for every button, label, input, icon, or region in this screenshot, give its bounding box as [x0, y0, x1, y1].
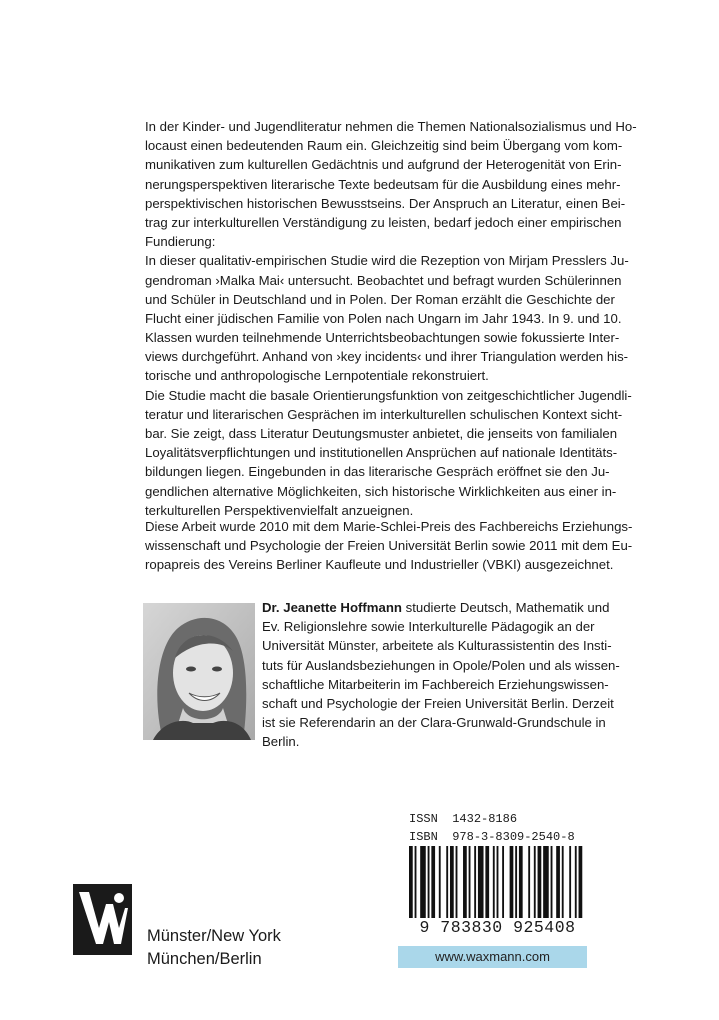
- abstract-line: views durchgeführt. Anhand von ›key incidents‹ und ihrer Triangulation werden his-: [145, 349, 629, 365]
- abstract-line: gendroman ›Malka Mai‹ untersucht. Beobachtet und befragt wurden Schülerinnen: [145, 272, 622, 288]
- abstract-line: trag zur interkulturellen Verständigung zu leisten, bedarf jedoch einer empirischen: [145, 214, 622, 230]
- award-line: Diese Arbeit wurde 2010 mit dem Marie-Schlei-Preis des Fachbereichs Erziehungs-: [145, 519, 633, 534]
- barcode-digits: 9 783830 925408: [409, 918, 586, 937]
- issn-row: [409, 810, 575, 828]
- abstract-line: Klassen wurden teilnehmende Unterrichtsbeobachtungen sowie fokussierte Inter-: [145, 330, 620, 346]
- award-line: ropapreis des Vereins Berliner Kaufleute und Industrieller (VBKI) ausgezeichnet.: [145, 557, 614, 573]
- author-bio-line: ist sie Referendarin an der Clara-Grunwald-Grundschule in: [262, 715, 606, 731]
- isbn-row: [409, 828, 575, 846]
- award-text: [145, 517, 633, 575]
- identifier-block: [409, 810, 575, 846]
- author-bio-line: schaft und Psychologie der Freien Universität Berlin. Derzeit: [262, 695, 614, 711]
- issn-value: 1432-8186: [452, 812, 518, 826]
- waxmann-logo-icon: [73, 884, 132, 955]
- abstract-line: bildungen liegen. Eingebunden in das literarische Gespräch eröffnet sie den Ju-: [145, 464, 610, 480]
- author-bio-line: [262, 598, 610, 617]
- abstract-line: teratur und literarischen Gesprächen im interkulturellen schulischen Kontext sicht-: [145, 406, 623, 422]
- publisher-cities: [147, 925, 281, 971]
- abstract-line: gendlichen alternative Möglichkeiten, sich historische Wirklichkeiten aus einer in-: [145, 483, 617, 499]
- author-name: Dr. Jeanette Hoffmann: [262, 600, 402, 615]
- abstract-line: und Schüler in Deutschland und in Polen. Der Roman erzählt die Geschichte der: [145, 291, 615, 307]
- abstract-line: torische und anthropologische Lernpotentiale rekonstruiert.: [145, 368, 489, 384]
- isbn-value: 978-3-8309-2540-8: [452, 830, 575, 844]
- abstract-line: munikativen zum kulturellen Gedächtnis und aufgrund der Heterogenität von Erin-: [145, 157, 622, 173]
- abstract-line: locaust einen bedeutenden Raum ein. Gleichzeitig sind beim Übergang vom kom-: [145, 138, 623, 154]
- author-portrait: [143, 603, 255, 740]
- abstract-line: terkulturellen Perspektivenvielfalt anzueignen.: [145, 502, 414, 518]
- isbn-label: ISBN: [409, 830, 438, 844]
- author-bio-line: Ev. Religionslehre sowie Interkulturelle Pädagogik an der: [262, 619, 595, 635]
- abstract-line: In dieser qualitativ-empirischen Studie wird die Rezeption von Mirjam Presslers Ju-: [145, 253, 629, 269]
- author-bio-line: Berlin.: [262, 734, 300, 750]
- issn-label: ISSN: [409, 812, 438, 826]
- publisher-cities-line1: Münster/New York: [147, 927, 281, 945]
- author-bio-line: tuts für Auslandsbeziehungen in Opole/Polen und als wissen-: [262, 657, 620, 673]
- author-bio-line: schaftliche Mitarbeiterin im Fachbereich Erziehungswissen-: [262, 676, 609, 692]
- author-bio-first-line: studierte Deutsch, Mathematik und: [401, 600, 610, 615]
- abstract-line: bar. Sie zeigt, dass Literatur Deutungsmuster anbietet, die jenseits von familialen: [145, 426, 618, 441]
- author-bio-line: Universität Münster, arbeitete als Kulturassistentin des Insti-: [262, 638, 612, 654]
- abstract-line: Flucht einer jüdischen Familie von Polen nach Ungarn im Jahr 1943. In 9. und 10.: [145, 310, 622, 326]
- abstract-line: perspektivischen historischen Bewusstseins. Der Anspruch an Literatur, einen Bei-: [145, 195, 626, 211]
- abstract-line: Loyalitätsverpflichtungen und institutionellen Ansprüchen auf nationale Identitäts-: [145, 445, 618, 461]
- author-bio: [262, 598, 620, 752]
- abstract-text: [145, 117, 637, 520]
- abstract-line: Fundierung:: [145, 234, 216, 250]
- abstract-line: In der Kinder- und Jugendliteratur nehmen die Themen Nationalsozialismus und Ho-: [145, 119, 637, 134]
- publisher-cities-line2: München/Berlin: [147, 950, 262, 968]
- abstract-line: Die Studie macht die basale Orientierungsfunktion von zeitgeschichtlicher Jugendli-: [145, 387, 632, 403]
- award-line: wissenschaft und Psychologie der Freien Universität Berlin sowie 2011 mit dem Eu-: [145, 538, 633, 554]
- abstract-line: nerungsperspektiven literarische Texte bedeutsam für die Ausbildung eines mehr-: [145, 176, 621, 192]
- publisher-url[interactable]: www.waxmann.com: [398, 946, 587, 968]
